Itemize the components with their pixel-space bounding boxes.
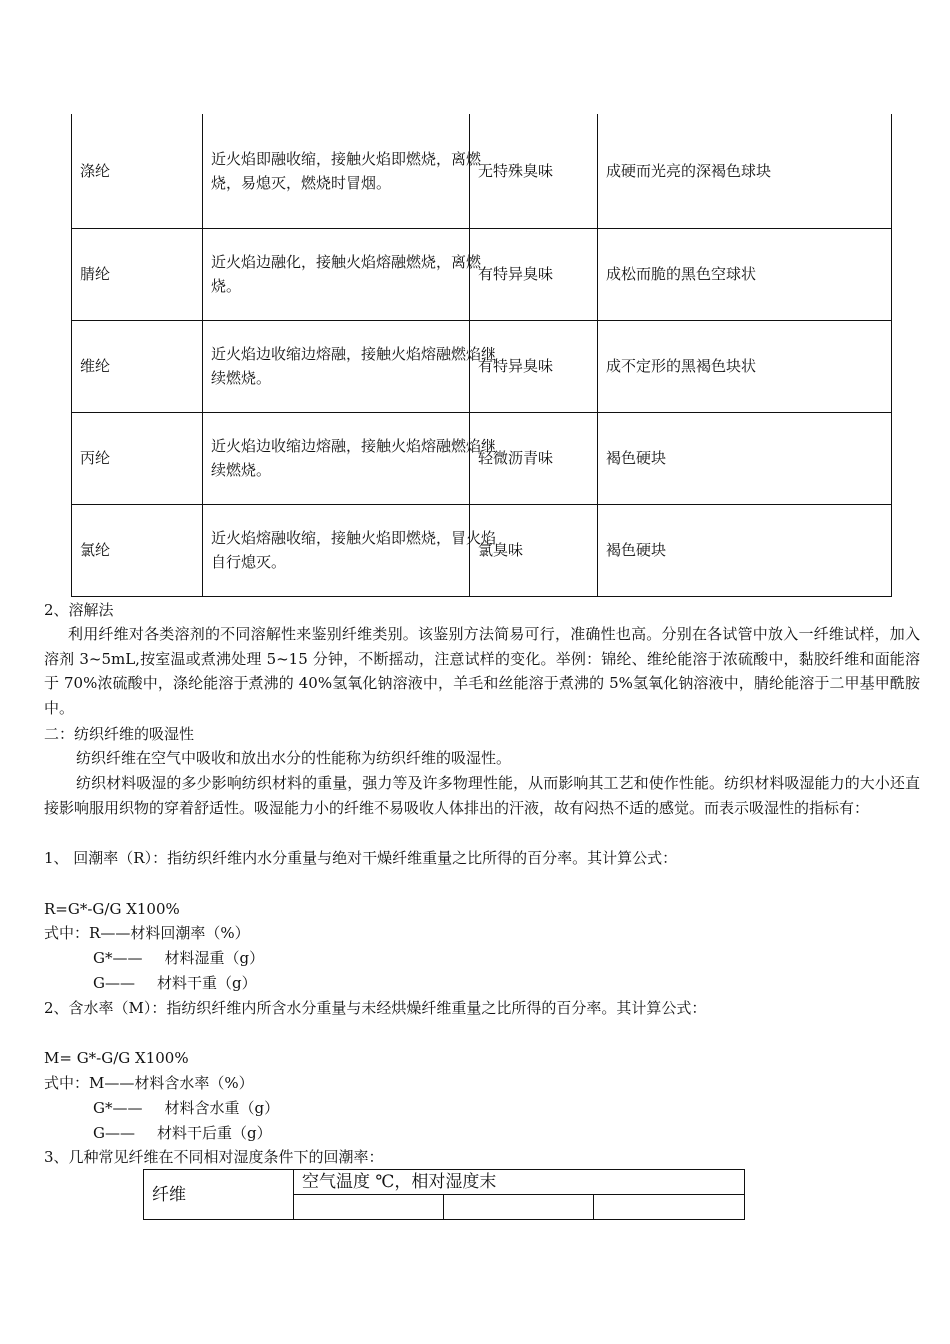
- conditions-header-cell: 空气温度 ℃，相对湿度末: [294, 1170, 745, 1195]
- regain-legend-line: G—— 材料干重（g）: [93, 974, 257, 992]
- dissolve-paragraph: 利用纤维对各类溶剂的不同溶解性来鉴别纤维类别。该鉴别方法简易可行，准确性也高。分别在各试管中放入一纤维试样，加入溶剂 3~5mL,按室温或煮沸处理 5~15 分钟，不断摇动，注意试样的变化。举例：锦纶、维纶能溶于浓硫酸中，黏胶纤维和面能溶于 70%浓硫酸中，涤纶能溶于煮沸的 40%氢氧化钠溶液中，羊毛和丝能溶于煮沸的 5%氢氧化钠溶液中，腈纶能溶于二甲基甲酰胺中。: [44, 625, 920, 717]
- moisture-definition: 纺织纤维在空气中吸收和放出水分的性能称为纺织纤维的吸湿性。: [76, 749, 512, 767]
- near-flame-cell: 近火焰熔融收缩，接触火焰即燃烧，冒火焰自行熄灭。: [203, 504, 470, 596]
- fiber-name-cell: 丙纶: [72, 412, 203, 504]
- fiber-header-cell: 纤维: [144, 1170, 294, 1220]
- odor-cell: 无特殊臭味: [470, 114, 598, 228]
- fiber-name-cell: 氯纶: [72, 504, 203, 596]
- near-flame-cell: 近火焰即融收缩，接触火焰即燃烧，离燃烧，易熄灭，燃烧时冒烟。: [203, 114, 470, 228]
- fiber-name-cell: 腈纶: [72, 228, 203, 320]
- table-row: [72, 412, 892, 504]
- moisture-formula: M= G*-G/G X100%: [44, 1049, 189, 1067]
- residue-cell: 褐色硬块: [598, 504, 892, 596]
- section-heading-dissolve: 2、溶解法: [44, 601, 114, 619]
- residue-cell: 成硬而光亮的深褐色球块: [598, 114, 892, 228]
- odor-cell: 轻微沥青味: [470, 412, 598, 504]
- regain-title: 1、 回潮率（R）：指纺织纤维内水分重量与绝对干燥纤维重量之比所得的百分率。其计算公式：: [44, 849, 678, 867]
- table-cell: [444, 1195, 594, 1220]
- table-row: [144, 1170, 745, 1195]
- fiber-name-cell: 涤纶: [72, 114, 203, 228]
- moisture-legend-line: G—— 材料干后重（g）: [93, 1124, 272, 1142]
- fiber-name-cell: 维纶: [72, 320, 203, 412]
- residue-cell: 成不定形的黑褐色块状: [598, 320, 892, 412]
- near-flame-cell: 近火焰边收缩边熔融，接触火焰熔融燃焰继续燃烧。: [203, 412, 470, 504]
- section-heading-moisture: 二：纺织纤维的吸湿性: [44, 725, 195, 743]
- regain-table-title: 3、几种常见纤维在不同相对湿度条件下的回潮率：: [44, 1148, 384, 1166]
- table-cell: [294, 1195, 444, 1220]
- fiber-burning-table: [71, 114, 892, 597]
- table-row: [72, 228, 892, 320]
- table-row: [72, 320, 892, 412]
- regain-legend-line: G*—— 材料湿重（g）: [93, 949, 265, 967]
- odor-cell: 有特异臭味: [470, 228, 598, 320]
- regain-legend-line: 式中：R——材料回潮率（%）: [44, 924, 250, 942]
- near-flame-cell: 近火焰边收缩边熔融，接触火焰熔融燃焰继续燃烧。: [203, 320, 470, 412]
- moisture-title: 2、含水率（M）：指纺织纤维内所含水分重量与未经烘燥纤维重量之比所得的百分率。其计算公式：: [44, 999, 707, 1017]
- regain-formula: R=G*-G/G X100%: [44, 900, 180, 918]
- table-row: [72, 504, 892, 596]
- table-cell: [594, 1195, 745, 1220]
- residue-cell: 成松而脆的黑色空球状: [598, 228, 892, 320]
- moisture-legend-line: G*—— 材料含水重（g）: [93, 1099, 280, 1117]
- odor-cell: 有特异臭味: [470, 320, 598, 412]
- table-row: [72, 114, 892, 228]
- moisture-paragraph: 纺织材料吸湿的多少影响纺织材料的重量，强力等及许多物理性能，从而影响其工艺和使作性能。纺织材料吸湿能力的大小还直接影响服用织物的穿着舒适性。吸湿能力小的纤维不易吸收人体排出的汗液，故有闷热不适的感觉。而表示吸湿性的指标有：: [44, 774, 920, 817]
- near-flame-cell: 近火焰边融化，接触火焰熔融燃烧，离燃烧。: [203, 228, 470, 320]
- odor-cell: 氯臭味: [470, 504, 598, 596]
- moisture-legend-line: 式中：M——材料含水率（%）: [44, 1074, 254, 1092]
- regain-table: [143, 1169, 745, 1220]
- residue-cell: 褐色硬块: [598, 412, 892, 504]
